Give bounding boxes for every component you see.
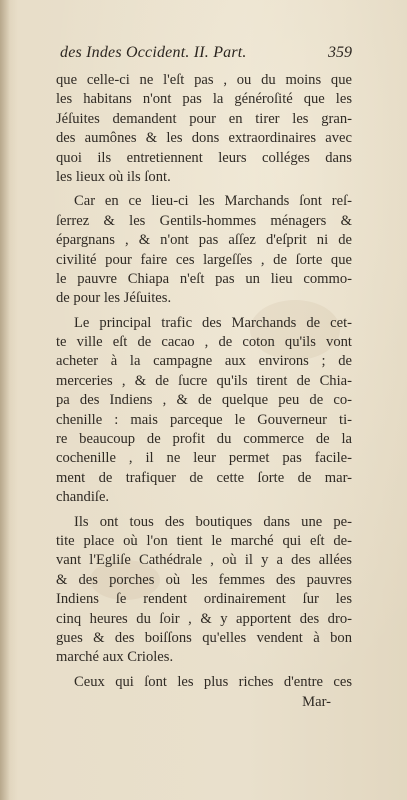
paragraph-5: [56, 673, 352, 692]
text-line: Indiens ſe rendent ordinairement ſur les: [56, 591, 352, 608]
text-line: quoi ils entretiennent leurs colléges dans: [56, 149, 352, 166]
text-line: & des porches où les femmes des pauvres: [56, 571, 352, 588]
text-line: de pour les Jéſuites.: [56, 290, 172, 307]
paragraph-1: [56, 71, 352, 187]
text-line: le pauvre Chiapa n'eſt pas un lieu commo-: [56, 270, 352, 287]
text-line: des aumônes & les dons extraordinaires avec: [56, 130, 352, 147]
text-line: cinq heures du ſoir , & y apportent des dro-: [56, 610, 352, 627]
text-line: Le principal trafic des Marchands de cet-: [74, 314, 352, 331]
text-line: te ville eſt de cacao , de coton qu'ils vont: [56, 334, 352, 351]
text-line: Ils ont tous des boutiques dans une pe-: [74, 513, 352, 530]
body-text: [56, 71, 352, 697]
catchword: Mar-: [302, 694, 331, 710]
text-line: pa des Indiens , & de quelque peu de co-: [56, 392, 352, 409]
text-line: que celle-ci ne l'eſt pas , ou du moins que: [56, 72, 352, 88]
text-line: ſerrez & les Gentils-hommes ménagers &: [56, 212, 352, 229]
text-line: les habitans n'ont pas la généroſité que les: [56, 91, 352, 108]
text-line: chandiſe.: [56, 489, 110, 506]
text-line: civilité pour faire ces largeſſes , de ſorte que: [56, 251, 352, 268]
page-number: 359: [328, 44, 352, 61]
paragraph-4: [56, 513, 352, 668]
text-line: les lieux où ils ſont.: [56, 168, 171, 185]
text-line: chenille : mais parceque le Gouverneur ti-: [56, 411, 352, 428]
text-line: Jéſuites demandent pour en tirer les gran-: [56, 110, 352, 127]
text-line: re beaucoup de profit du commerce de la: [56, 431, 352, 448]
text-line: merceries , & de ſucre qu'ils tirent de Chia-: [56, 372, 352, 389]
text-line: ment de trafiquer de cette ſorte de mar-: [56, 469, 352, 486]
text-line: gues & des boiſſons qu'elles vendent à bon: [56, 629, 352, 646]
paragraph-3: [56, 314, 352, 508]
text-line: acheter à la campagne aux environs ; de: [56, 353, 352, 370]
text-line: Car en ce lieu-ci les Marchands ſont reſ-: [74, 193, 352, 210]
text-line: vant l'Egliſe Cathédrale , où il y a des allées: [56, 552, 352, 569]
running-title: des Indes Occident. II. Part.: [60, 44, 247, 61]
text-line: cochenille , il ne leur permet pas facile-: [56, 450, 352, 467]
paragraph-2: [56, 192, 352, 308]
text-line: tite place où l'on tient le marché qui eſt de-: [56, 532, 352, 549]
text-line: épargnans , & n'ont pas aſſez d'eſprit ni de: [56, 232, 352, 249]
page-header: [60, 44, 352, 68]
text-line: marché aux Crioles.: [56, 649, 174, 666]
text-line: Ceux qui ſont les plus riches d'entre ces: [74, 673, 352, 690]
